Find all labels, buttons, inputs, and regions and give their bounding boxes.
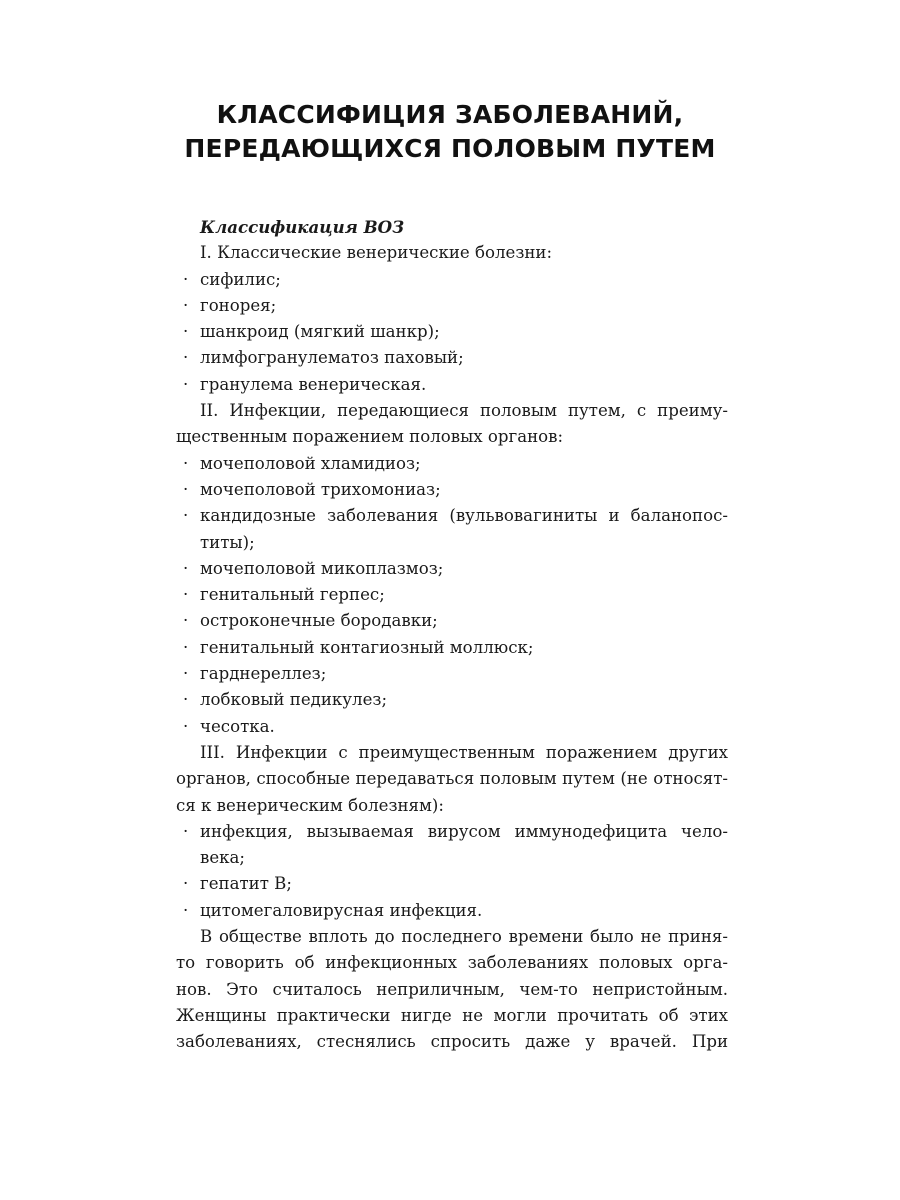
paragraph-line: В обществе вплоть до последнего времени было не приня-: [200, 927, 728, 947]
bullet-icon: ·: [183, 664, 189, 684]
section-3-heading-line-2: органов, способные передаваться половым путем (не относят-: [176, 769, 728, 789]
list-item: [176, 582, 728, 608]
list-item: [176, 267, 728, 293]
list-item: [176, 372, 728, 398]
list-item: [176, 293, 728, 319]
chapter-body: [176, 214, 728, 1056]
list-item: [176, 898, 728, 924]
bullet-icon: ·: [183, 479, 189, 499]
list-item-text: инфекция, вызываемая вирусом иммунодефицита чело-: [200, 821, 728, 841]
paragraph-line: Женщины практически нигде не могли прочитать об этих: [176, 1005, 728, 1025]
list-item: [176, 635, 728, 661]
section-2-heading-line-2: щественным поражением половых органов:: [176, 427, 564, 447]
bullet-icon: ·: [183, 506, 189, 526]
list-item-text: гарднереллез;: [200, 664, 327, 684]
bullet-icon: ·: [183, 453, 189, 473]
chapter-title-line-2: ПЕРЕДАЮЩИХСЯ ПОЛОВЫМ ПУТЕМ: [184, 134, 716, 163]
list-item: [176, 608, 728, 634]
list-item-text: цитомегаловирусная инфекция.: [200, 900, 483, 920]
list-item-text: мочеполовой микоплазмоз;: [200, 558, 444, 578]
list-item: [176, 503, 728, 529]
bullet-icon: ·: [183, 269, 189, 289]
paragraph-line: нов. Это считалось неприличным, чем-то непристойным.: [176, 979, 728, 999]
list-item-text: мочеполовой хламидиоз;: [200, 453, 421, 473]
section-3-heading-line-3: ся к венерическим болезням):: [176, 795, 444, 815]
list-item: [176, 661, 728, 687]
bullet-icon: ·: [183, 374, 189, 394]
list-item-continuation: века;: [200, 848, 246, 868]
bullet-icon: ·: [183, 874, 189, 894]
list-item-text: гонорея;: [200, 295, 277, 315]
list-item: [176, 319, 728, 345]
section-2-heading-line-1: II. Инфекции, передающиеся половым путем, с преиму-: [200, 401, 728, 421]
bullet-icon: ·: [183, 690, 189, 710]
list-item: [176, 345, 728, 371]
bullet-icon: ·: [183, 821, 189, 841]
section-1-heading: I. Классические венерические болезни:: [200, 243, 553, 263]
list-item-text: остроконечные бородавки;: [200, 611, 438, 631]
list-item-text: шанкроид (мягкий шанкр);: [200, 322, 440, 342]
section-3-heading-line-1: III. Инфекции с преимущественным поражением других: [200, 742, 728, 762]
list-item: [176, 477, 728, 503]
list-item-text: генитальный герпес;: [200, 585, 385, 605]
paragraph-line: то говорить об инфекционных заболеваниях половых орга-: [176, 953, 728, 973]
bullet-icon: ·: [183, 585, 189, 605]
list-item-text: кандидозные заболевания (вульвовагиниты и баланопос-: [200, 506, 728, 526]
list-item-text: гранулема венерическая.: [200, 374, 427, 394]
list-item: [176, 819, 728, 845]
list-item-text: лобковый педикулез;: [200, 690, 388, 710]
subheading: Классификация ВОЗ: [200, 217, 405, 237]
list-item-text: лимфогранулематоз паховый;: [200, 348, 464, 368]
paragraph-line: заболеваниях, стеснялись спросить даже у врачей. При: [176, 1032, 728, 1052]
chapter-title-line-1: КЛАССИФИЦИЯ ЗАБОЛЕВАНИЙ,: [216, 100, 684, 129]
list-item-text: гепатит В;: [200, 874, 292, 894]
bullet-icon: ·: [183, 295, 189, 315]
list-item: [176, 556, 728, 582]
bullet-icon: ·: [183, 716, 189, 736]
bullet-icon: ·: [183, 637, 189, 657]
bullet-icon: ·: [183, 611, 189, 631]
list-item-continuation: титы);: [200, 532, 255, 552]
list-item: [176, 451, 728, 477]
chapter-title: [150, 98, 750, 166]
list-item: [176, 871, 728, 897]
list-item-text: мочеполовой трихомониаз;: [200, 479, 441, 499]
list-item-text: чесотка.: [200, 716, 275, 736]
list-item-text: генитальный контагиозный моллюск;: [200, 637, 534, 657]
bullet-icon: ·: [183, 900, 189, 920]
list-item: [176, 714, 728, 740]
bullet-icon: ·: [183, 348, 189, 368]
list-item-text: сифилис;: [200, 269, 281, 289]
bullet-icon: ·: [183, 322, 189, 342]
bullet-icon: ·: [183, 558, 189, 578]
list-item: [176, 687, 728, 713]
